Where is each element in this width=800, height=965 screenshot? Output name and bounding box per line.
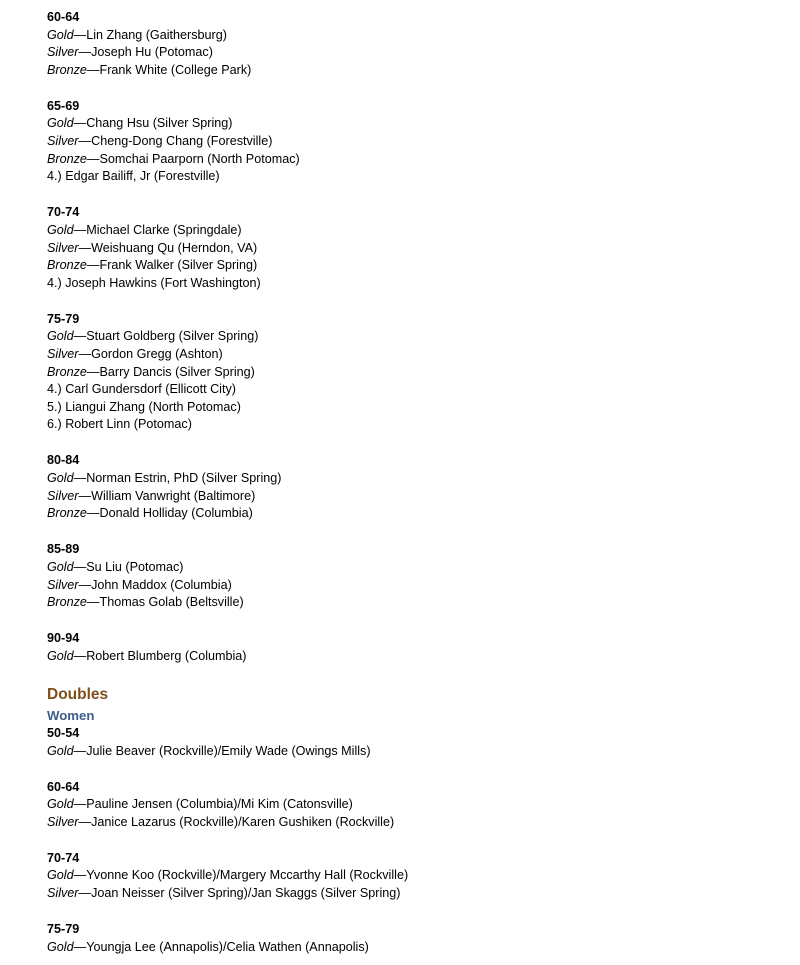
age-group bbox=[47, 452, 787, 522]
result-line bbox=[47, 399, 787, 417]
age-group-heading: 85-89 bbox=[47, 542, 80, 557]
competitor-name: Weishuang Qu (Herndon, VA) bbox=[91, 240, 258, 255]
competitor-name: Youngja Lee (Annapolis)/Celia Wathen (Annapolis) bbox=[86, 939, 369, 954]
competitor-name: Joseph Hu (Potomac) bbox=[91, 45, 213, 60]
dash-separator: — bbox=[73, 116, 87, 131]
medal-label: Gold bbox=[47, 648, 74, 663]
competitor-name: Frank White (College Park) bbox=[99, 62, 252, 77]
result-line bbox=[47, 27, 787, 45]
result-line bbox=[47, 275, 787, 293]
competitor-name: 6.) Robert Linn (Potomac) bbox=[47, 417, 192, 432]
medal-label: Gold bbox=[47, 797, 74, 812]
result-line bbox=[47, 381, 787, 399]
medal-label: Gold bbox=[47, 222, 74, 237]
age-group bbox=[47, 9, 787, 79]
dash-separator: — bbox=[78, 488, 92, 503]
dash-separator: — bbox=[86, 595, 100, 610]
medal-label: Silver bbox=[47, 814, 79, 829]
result-line bbox=[47, 151, 787, 169]
competitor-name: Somchai Paarporn (North Potomac) bbox=[99, 151, 300, 166]
medal-label: Bronze bbox=[47, 506, 87, 521]
competitor-name: Norman Estrin, PhD (Silver Spring) bbox=[86, 471, 282, 486]
competitor-name: Lin Zhang (Gaithersburg) bbox=[86, 27, 227, 42]
dash-separator: — bbox=[73, 797, 87, 812]
dash-separator: — bbox=[78, 814, 92, 829]
age-group bbox=[47, 541, 787, 611]
dash-separator: — bbox=[73, 329, 87, 344]
dash-separator: — bbox=[73, 868, 87, 883]
result-line bbox=[47, 416, 787, 434]
medal-label: Bronze bbox=[47, 258, 87, 273]
dash-separator: — bbox=[86, 506, 100, 521]
competitor-name: 4.) Joseph Hawkins (Fort Washington) bbox=[47, 275, 261, 290]
dash-separator: — bbox=[73, 27, 87, 42]
competitor-name: Gordon Gregg (Ashton) bbox=[91, 347, 223, 361]
result-line bbox=[47, 168, 787, 186]
competitor-name: Robert Blumberg (Columbia) bbox=[86, 648, 247, 663]
subheading-women: Women bbox=[47, 707, 95, 723]
medal-label: Silver bbox=[47, 45, 79, 60]
competitor-name: John Maddox (Columbia) bbox=[91, 577, 232, 592]
competitor-name: 4.) Edgar Bailiff, Jr (Forestville) bbox=[47, 169, 220, 184]
result-line bbox=[47, 814, 787, 832]
competitor-name: Chang Hsu (Silver Spring) bbox=[86, 116, 233, 131]
age-group bbox=[47, 311, 787, 434]
age-group bbox=[47, 630, 787, 665]
age-group bbox=[47, 204, 787, 292]
medal-label: Gold bbox=[47, 329, 74, 344]
results-document bbox=[47, 9, 787, 956]
competitor-name: Donald Holliday (Columbia) bbox=[99, 506, 253, 521]
medal-label: Bronze bbox=[47, 595, 87, 610]
competitor-name: Thomas Golab (Beltsville) bbox=[99, 595, 244, 610]
medal-label: Gold bbox=[47, 471, 74, 486]
competitor-name: Cheng-Dong Chang (Forestville) bbox=[91, 134, 273, 149]
medal-label: Silver bbox=[47, 347, 79, 361]
result-line bbox=[47, 488, 787, 506]
medal-label: Silver bbox=[47, 134, 79, 149]
result-line bbox=[47, 796, 787, 814]
age-group-heading: 75-79 bbox=[47, 311, 80, 326]
competitor-name: Frank Walker (Silver Spring) bbox=[99, 258, 258, 273]
age-group-heading: 70-74 bbox=[47, 205, 80, 220]
dash-separator: — bbox=[78, 45, 92, 60]
age-group bbox=[47, 921, 787, 956]
age-group-heading: 50-54 bbox=[47, 725, 80, 740]
result-line bbox=[47, 559, 787, 577]
result-line bbox=[47, 577, 787, 595]
result-line bbox=[47, 364, 787, 382]
competitor-name: Barry Dancis (Silver Spring) bbox=[99, 364, 255, 379]
medal-label: Gold bbox=[47, 27, 74, 42]
medal-label: Gold bbox=[47, 559, 74, 574]
result-line bbox=[47, 222, 787, 240]
dash-separator: — bbox=[73, 743, 87, 758]
medal-label: Silver bbox=[47, 488, 79, 503]
medal-label: Bronze bbox=[47, 151, 87, 166]
dash-separator: — bbox=[73, 222, 87, 237]
competitor-name: William Vanwright (Baltimore) bbox=[91, 488, 256, 503]
medal-label: Gold bbox=[47, 116, 74, 131]
medal-label: Gold bbox=[47, 939, 74, 954]
competitor-name: 5.) Liangui Zhang (North Potomac) bbox=[47, 399, 241, 414]
dash-separator: — bbox=[78, 577, 92, 592]
result-line bbox=[47, 743, 787, 761]
result-line bbox=[47, 257, 787, 275]
result-line bbox=[47, 867, 787, 885]
doubles-women-results bbox=[47, 725, 787, 956]
medal-label: Gold bbox=[47, 868, 74, 883]
age-group bbox=[47, 98, 787, 186]
dash-separator: — bbox=[86, 364, 100, 379]
result-line bbox=[47, 648, 787, 666]
age-group bbox=[47, 850, 787, 903]
age-group-heading: 70-74 bbox=[47, 850, 80, 865]
age-group-heading: 60-64 bbox=[47, 779, 80, 794]
medal-label: Gold bbox=[47, 743, 74, 758]
result-line bbox=[47, 470, 787, 488]
result-line bbox=[47, 346, 787, 364]
result-line bbox=[47, 115, 787, 133]
competitor-name: 4.) Carl Gundersdorf (Ellicott City) bbox=[47, 382, 236, 397]
singles-results bbox=[47, 9, 787, 665]
result-line bbox=[47, 939, 787, 957]
result-line bbox=[47, 885, 787, 903]
dash-separator: — bbox=[86, 62, 100, 77]
dash-separator: — bbox=[73, 471, 87, 486]
medal-label: Silver bbox=[47, 240, 79, 255]
dash-separator: — bbox=[78, 240, 92, 255]
dash-separator: — bbox=[86, 258, 100, 273]
competitor-name: Michael Clarke (Springdale) bbox=[86, 222, 242, 237]
dash-separator: — bbox=[86, 151, 100, 166]
age-group-heading: 75-79 bbox=[47, 922, 80, 937]
result-line bbox=[47, 133, 787, 151]
dash-separator: — bbox=[78, 347, 92, 361]
competitor-name: Yvonne Koo (Rockville)/Margery Mccarthy Hall (Rockville) bbox=[86, 868, 409, 883]
competitor-name: Pauline Jensen (Columbia)/Mi Kim (Catonsville) bbox=[86, 797, 353, 812]
result-line bbox=[47, 505, 787, 523]
dash-separator: — bbox=[73, 559, 87, 574]
medal-label: Silver bbox=[47, 886, 79, 901]
dash-separator: — bbox=[78, 886, 92, 901]
competitor-name: Stuart Goldberg (Silver Spring) bbox=[86, 329, 259, 344]
section-heading-doubles: Doubles bbox=[47, 685, 109, 703]
age-group bbox=[47, 779, 787, 832]
competitor-name: Su Liu (Potomac) bbox=[86, 559, 184, 574]
result-line bbox=[47, 44, 787, 62]
result-line bbox=[47, 328, 787, 346]
age-group-heading: 90-94 bbox=[47, 631, 80, 646]
dash-separator: — bbox=[78, 134, 92, 149]
competitor-name: Janice Lazarus (Rockville)/Karen Gushiken (Rockville) bbox=[91, 814, 395, 829]
dash-separator: — bbox=[73, 939, 87, 954]
dash-separator: — bbox=[73, 648, 87, 663]
result-line bbox=[47, 62, 787, 80]
result-line bbox=[47, 594, 787, 612]
age-group-heading: 80-84 bbox=[47, 453, 80, 468]
medal-label: Bronze bbox=[47, 62, 87, 77]
competitor-name: Joan Neisser (Silver Spring)/Jan Skaggs (Silver Spring) bbox=[91, 886, 401, 901]
age-group-heading: 65-69 bbox=[47, 98, 80, 113]
medal-label: Silver bbox=[47, 577, 79, 592]
result-line bbox=[47, 240, 787, 258]
competitor-name: Julie Beaver (Rockville)/Emily Wade (Owings Mills) bbox=[86, 743, 371, 758]
age-group bbox=[47, 725, 787, 760]
medal-label: Bronze bbox=[47, 364, 87, 379]
age-group-heading: 60-64 bbox=[47, 10, 80, 24]
